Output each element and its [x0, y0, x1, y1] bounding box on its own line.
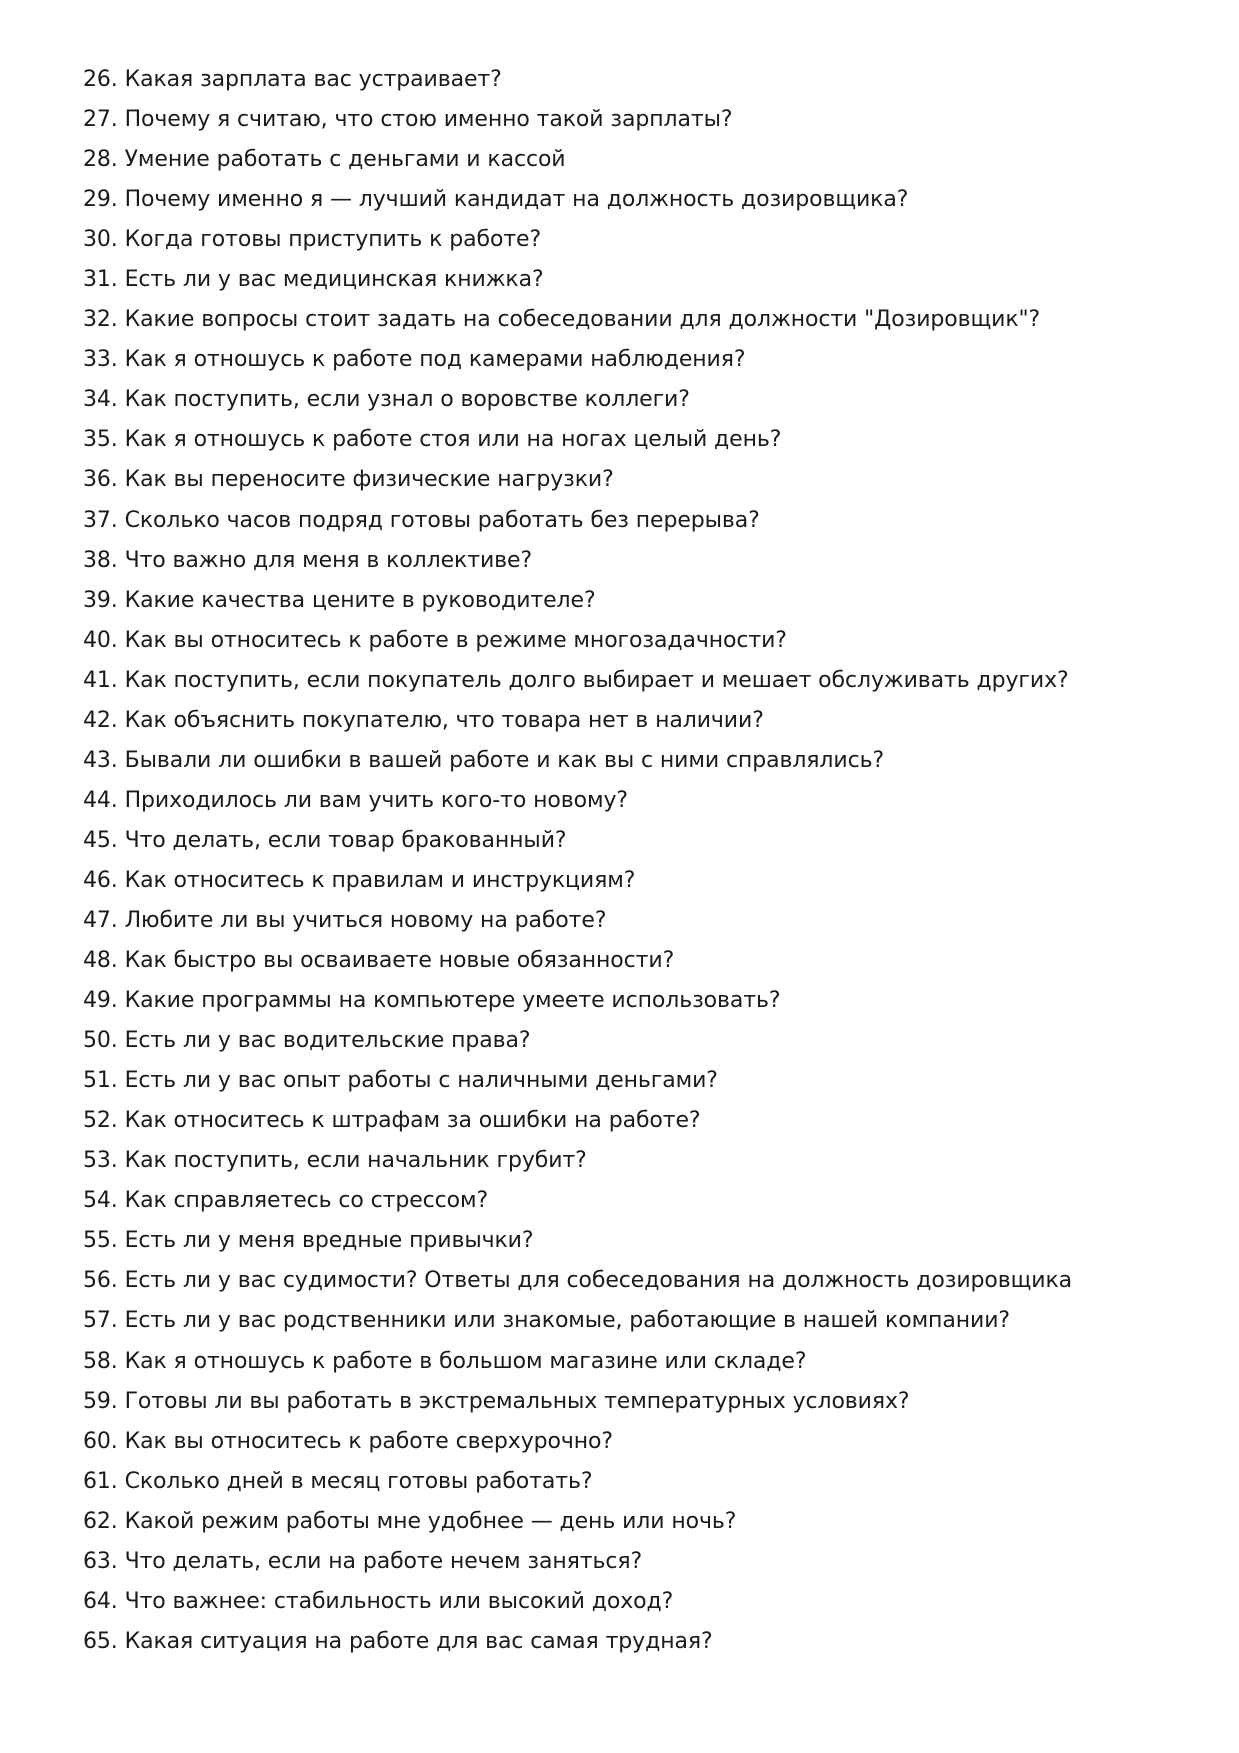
question-item: 31. Есть ли у вас медицинская книжка? — [83, 267, 544, 293]
question-item: 56. Есть ли у вас судимости? Ответы для собеседования на должность дозировщика — [83, 1268, 1073, 1294]
question-item: 53. Как поступить, если начальник грубит? — [83, 1148, 587, 1174]
question-list — [83, 60, 1193, 1662]
question-item: 59. Готовы ли вы работать в экстремальных температурных условиях? — [83, 1388, 910, 1414]
question-item: 48. Как быстро вы осваиваете новые обязанности? — [83, 948, 675, 974]
question-item: 37. Сколько часов подряд готовы работать без перерыва? — [83, 507, 760, 533]
question-item: 39. Какие качества цените в руководителе? — [83, 587, 596, 613]
question-item: 40. Как вы относитесь к работе в режиме многозадачности? — [83, 627, 787, 653]
question-item: 52. Как относитесь к штрафам за ошибки на работе? — [83, 1108, 701, 1134]
question-item: 43. Бывали ли ошибки в вашей работе и как вы с ними справлялись? — [83, 747, 885, 773]
question-item: 42. Как объяснить покупателю, что товара нет в наличии? — [83, 707, 764, 733]
question-item: 62. Какой режим работы мне удобнее — день или ночь? — [83, 1508, 737, 1534]
question-item: 44. Приходилось ли вам учить кого-то новому? — [83, 787, 628, 813]
question-item: 50. Есть ли у вас водительские права? — [83, 1028, 531, 1054]
question-item: 63. Что делать, если на работе нечем заняться? — [83, 1548, 643, 1574]
question-item: 30. Когда готовы приступить к работе? — [83, 227, 542, 253]
question-item: 26. Какая зарплата вас устраивает? — [83, 67, 502, 92]
question-item: 27. Почему я считаю, что стою именно такой зарплаты? — [83, 107, 733, 133]
question-item: 45. Что делать, если товар бракованный? — [83, 827, 567, 853]
question-item: 61. Сколько дней в месяц готовы работать? — [83, 1468, 593, 1494]
question-item: 60. Как вы относитесь к работе сверхурочно? — [83, 1428, 613, 1454]
question-item: 33. Как я отношусь к работе под камерами наблюдения? — [83, 347, 746, 373]
question-item: 65. Какая ситуация на работе для вас самая трудная? — [83, 1628, 713, 1654]
question-item: 49. Какие программы на компьютере умеете использовать? — [83, 988, 781, 1014]
question-item: 47. Любите ли вы учиться новому на работе? — [83, 907, 607, 933]
question-item: 28. Умение работать с деньгами и кассой — [83, 147, 566, 173]
question-item: 57. Есть ли у вас родственники или знакомые, работающие в нашей компании? — [83, 1308, 1010, 1334]
question-item: 64. Что важнее: стабильность или высокий доход? — [83, 1588, 674, 1614]
question-item: 46. Как относитесь к правилам и инструкциям? — [83, 867, 636, 893]
question-item: 38. Что важно для меня в коллективе? — [83, 547, 533, 573]
question-item: 51. Есть ли у вас опыт работы с наличными деньгами? — [83, 1068, 718, 1094]
question-item: 36. Как вы переносите физические нагрузки? — [83, 467, 614, 493]
question-item: 55. Есть ли у меня вредные привычки? — [83, 1228, 534, 1254]
question-item: 29. Почему именно я — лучший кандидат на должность дозировщика? — [83, 187, 909, 213]
question-item: 41. Как поступить, если покупатель долго выбирает и мешает обслуживать других? — [83, 667, 1069, 693]
question-item: 32. Какие вопросы стоит задать на собеседовании для должности "Дозировщик"? — [83, 307, 1041, 333]
question-item: 58. Как я отношусь к работе в большом магазине или складе? — [83, 1348, 807, 1374]
question-item: 35. Как я отношусь к работе стоя или на ногах целый день? — [83, 427, 782, 453]
question-item: 54. Как справляетесь со стрессом? — [83, 1188, 489, 1214]
question-item: 34. Как поступить, если узнал о воровстве коллеги? — [83, 387, 690, 413]
